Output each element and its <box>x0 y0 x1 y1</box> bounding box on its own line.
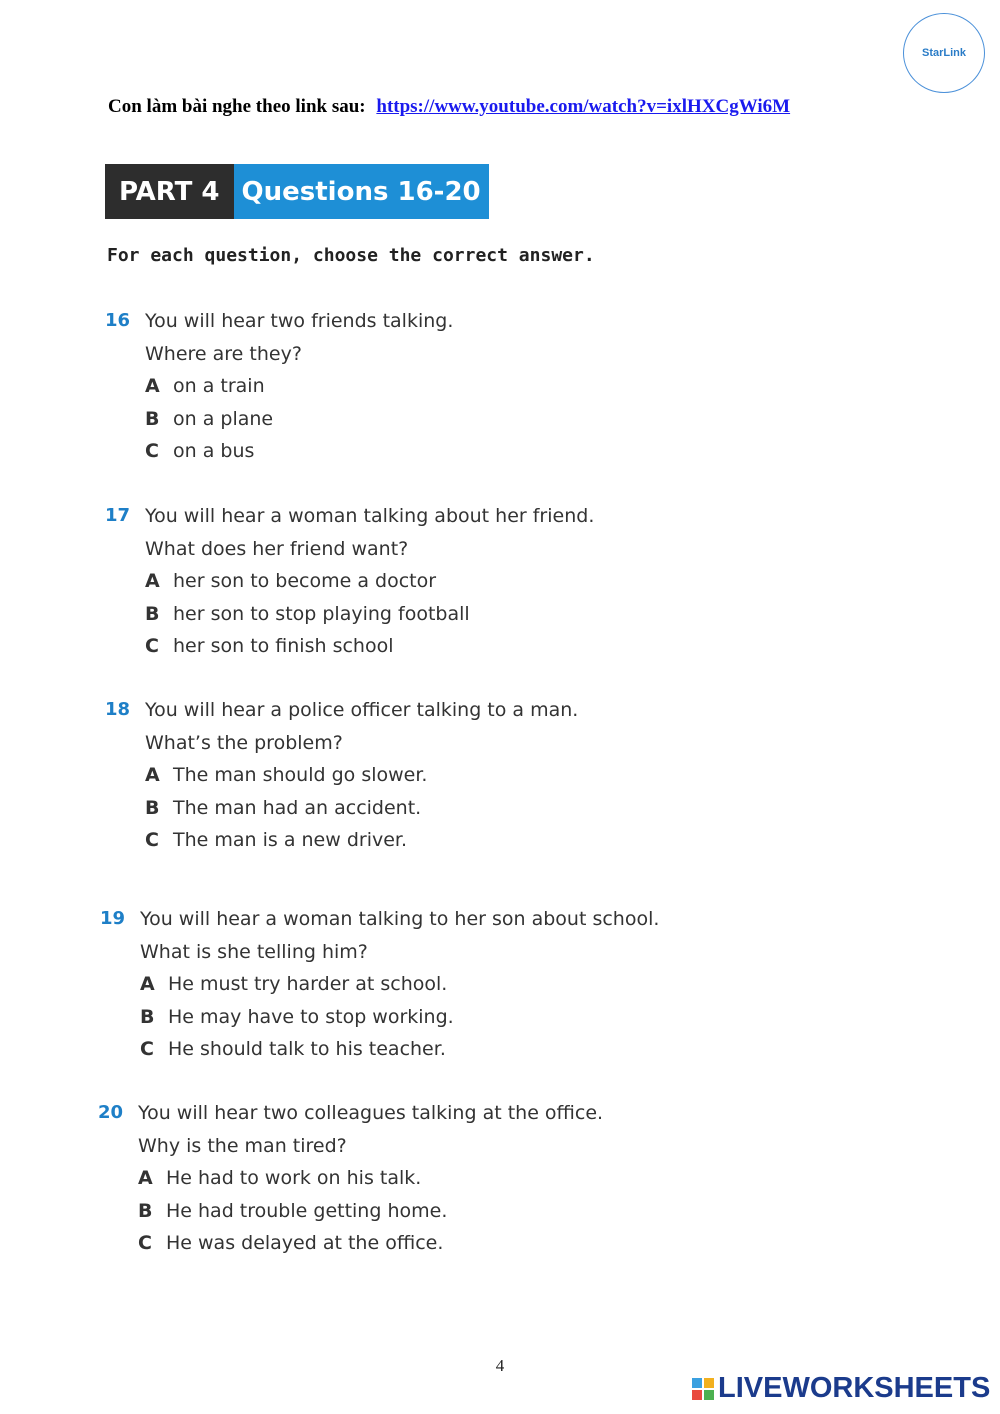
option-c[interactable] <box>140 1033 659 1066</box>
option-text: her son to become a doctor <box>173 570 437 592</box>
question-number: 19 <box>100 908 126 929</box>
option-b[interactable] <box>145 403 453 436</box>
question-prompt: You will hear two colleagues talking at the office. <box>138 1102 604 1124</box>
question-text: What does her friend want? <box>145 537 409 560</box>
question-text: Why is the man tired? <box>138 1134 347 1157</box>
option-c[interactable] <box>145 630 594 663</box>
option-letter: B <box>145 407 160 430</box>
question-20 <box>98 1097 603 1260</box>
option-letter: A <box>138 1167 153 1189</box>
part-label: PART 4 <box>105 164 234 219</box>
option-letter: A <box>145 375 160 397</box>
option-letter: C <box>138 1232 152 1254</box>
option-letter: B <box>138 1199 153 1222</box>
option-a[interactable] <box>145 370 453 403</box>
question-number: 18 <box>105 699 131 720</box>
option-text: He may have to stop working. <box>168 1005 454 1028</box>
option-letter: C <box>145 829 159 851</box>
option-text: on a bus <box>173 440 255 462</box>
option-text: He should talk to his teacher. <box>168 1038 446 1060</box>
option-b[interactable] <box>145 792 578 825</box>
question-prompt: You will hear a woman talking to her son about school. <box>140 908 660 930</box>
option-text: The man is a new driver. <box>173 829 408 851</box>
question-prompt: You will hear a woman talking about her friend. <box>145 505 595 527</box>
question-number: 17 <box>105 505 131 526</box>
option-letter: C <box>140 1038 154 1060</box>
question-number: 20 <box>98 1102 124 1123</box>
option-a[interactable] <box>145 565 594 598</box>
option-text: her son to stop playing football <box>173 602 470 625</box>
option-letter: B <box>145 796 160 819</box>
directions-text: For each question, choose the correct answer. <box>107 245 595 266</box>
option-c[interactable] <box>145 435 453 468</box>
option-letter: B <box>140 1005 155 1028</box>
page-number: 4 <box>495 1356 505 1375</box>
question-18 <box>105 694 578 857</box>
option-text: on a plane <box>173 407 274 430</box>
option-b[interactable] <box>145 598 594 631</box>
question-text: What is she telling him? <box>140 940 368 963</box>
question-16 <box>105 305 453 468</box>
option-text: He had to work on his talk. <box>166 1167 422 1189</box>
instruction-text: Con làm bài nghe theo link sau: <box>108 96 366 117</box>
option-c[interactable] <box>145 824 578 857</box>
brand-text: LIVEWORKSHEETS <box>718 1372 991 1404</box>
option-c[interactable] <box>138 1227 603 1260</box>
question-17 <box>105 500 594 663</box>
listening-instruction <box>108 96 790 118</box>
youtube-link[interactable]: https://www.youtube.com/watch?v=ixlHXCgWi6M <box>376 96 791 117</box>
questions-range: Questions 16-20 <box>234 164 489 219</box>
option-letter: C <box>145 440 159 462</box>
logo-text: StarLink <box>921 47 966 59</box>
question-prompt: You will hear a police officer talking to a man. <box>145 699 579 721</box>
option-text: The man had an accident. <box>173 796 422 819</box>
option-letter: B <box>145 602 160 625</box>
starlink-logo <box>903 13 985 93</box>
option-text: He had trouble getting home. <box>166 1199 448 1222</box>
question-19 <box>100 903 659 1066</box>
liveworksheets-icon <box>692 1378 714 1400</box>
option-text: The man should go slower. <box>173 764 428 786</box>
option-a[interactable] <box>138 1162 603 1195</box>
option-a[interactable] <box>145 759 578 792</box>
option-letter: A <box>145 570 160 592</box>
option-text: her son to finish school <box>173 635 394 657</box>
part-header <box>105 164 489 219</box>
option-a[interactable] <box>140 968 659 1001</box>
question-text: Where are they? <box>145 342 302 365</box>
option-text: He must try harder at school. <box>168 973 448 995</box>
question-number: 16 <box>105 310 131 331</box>
question-text: What’s the problem? <box>145 731 343 754</box>
option-letter: A <box>145 764 160 786</box>
option-text: He was delayed at the office. <box>166 1232 444 1254</box>
option-b[interactable] <box>138 1195 603 1228</box>
option-b[interactable] <box>140 1001 659 1034</box>
option-text: on a train <box>173 375 265 397</box>
liveworksheets-logo <box>692 1372 990 1405</box>
option-letter: C <box>145 635 159 657</box>
question-prompt: You will hear two friends talking. <box>145 310 454 332</box>
option-letter: A <box>140 973 155 995</box>
